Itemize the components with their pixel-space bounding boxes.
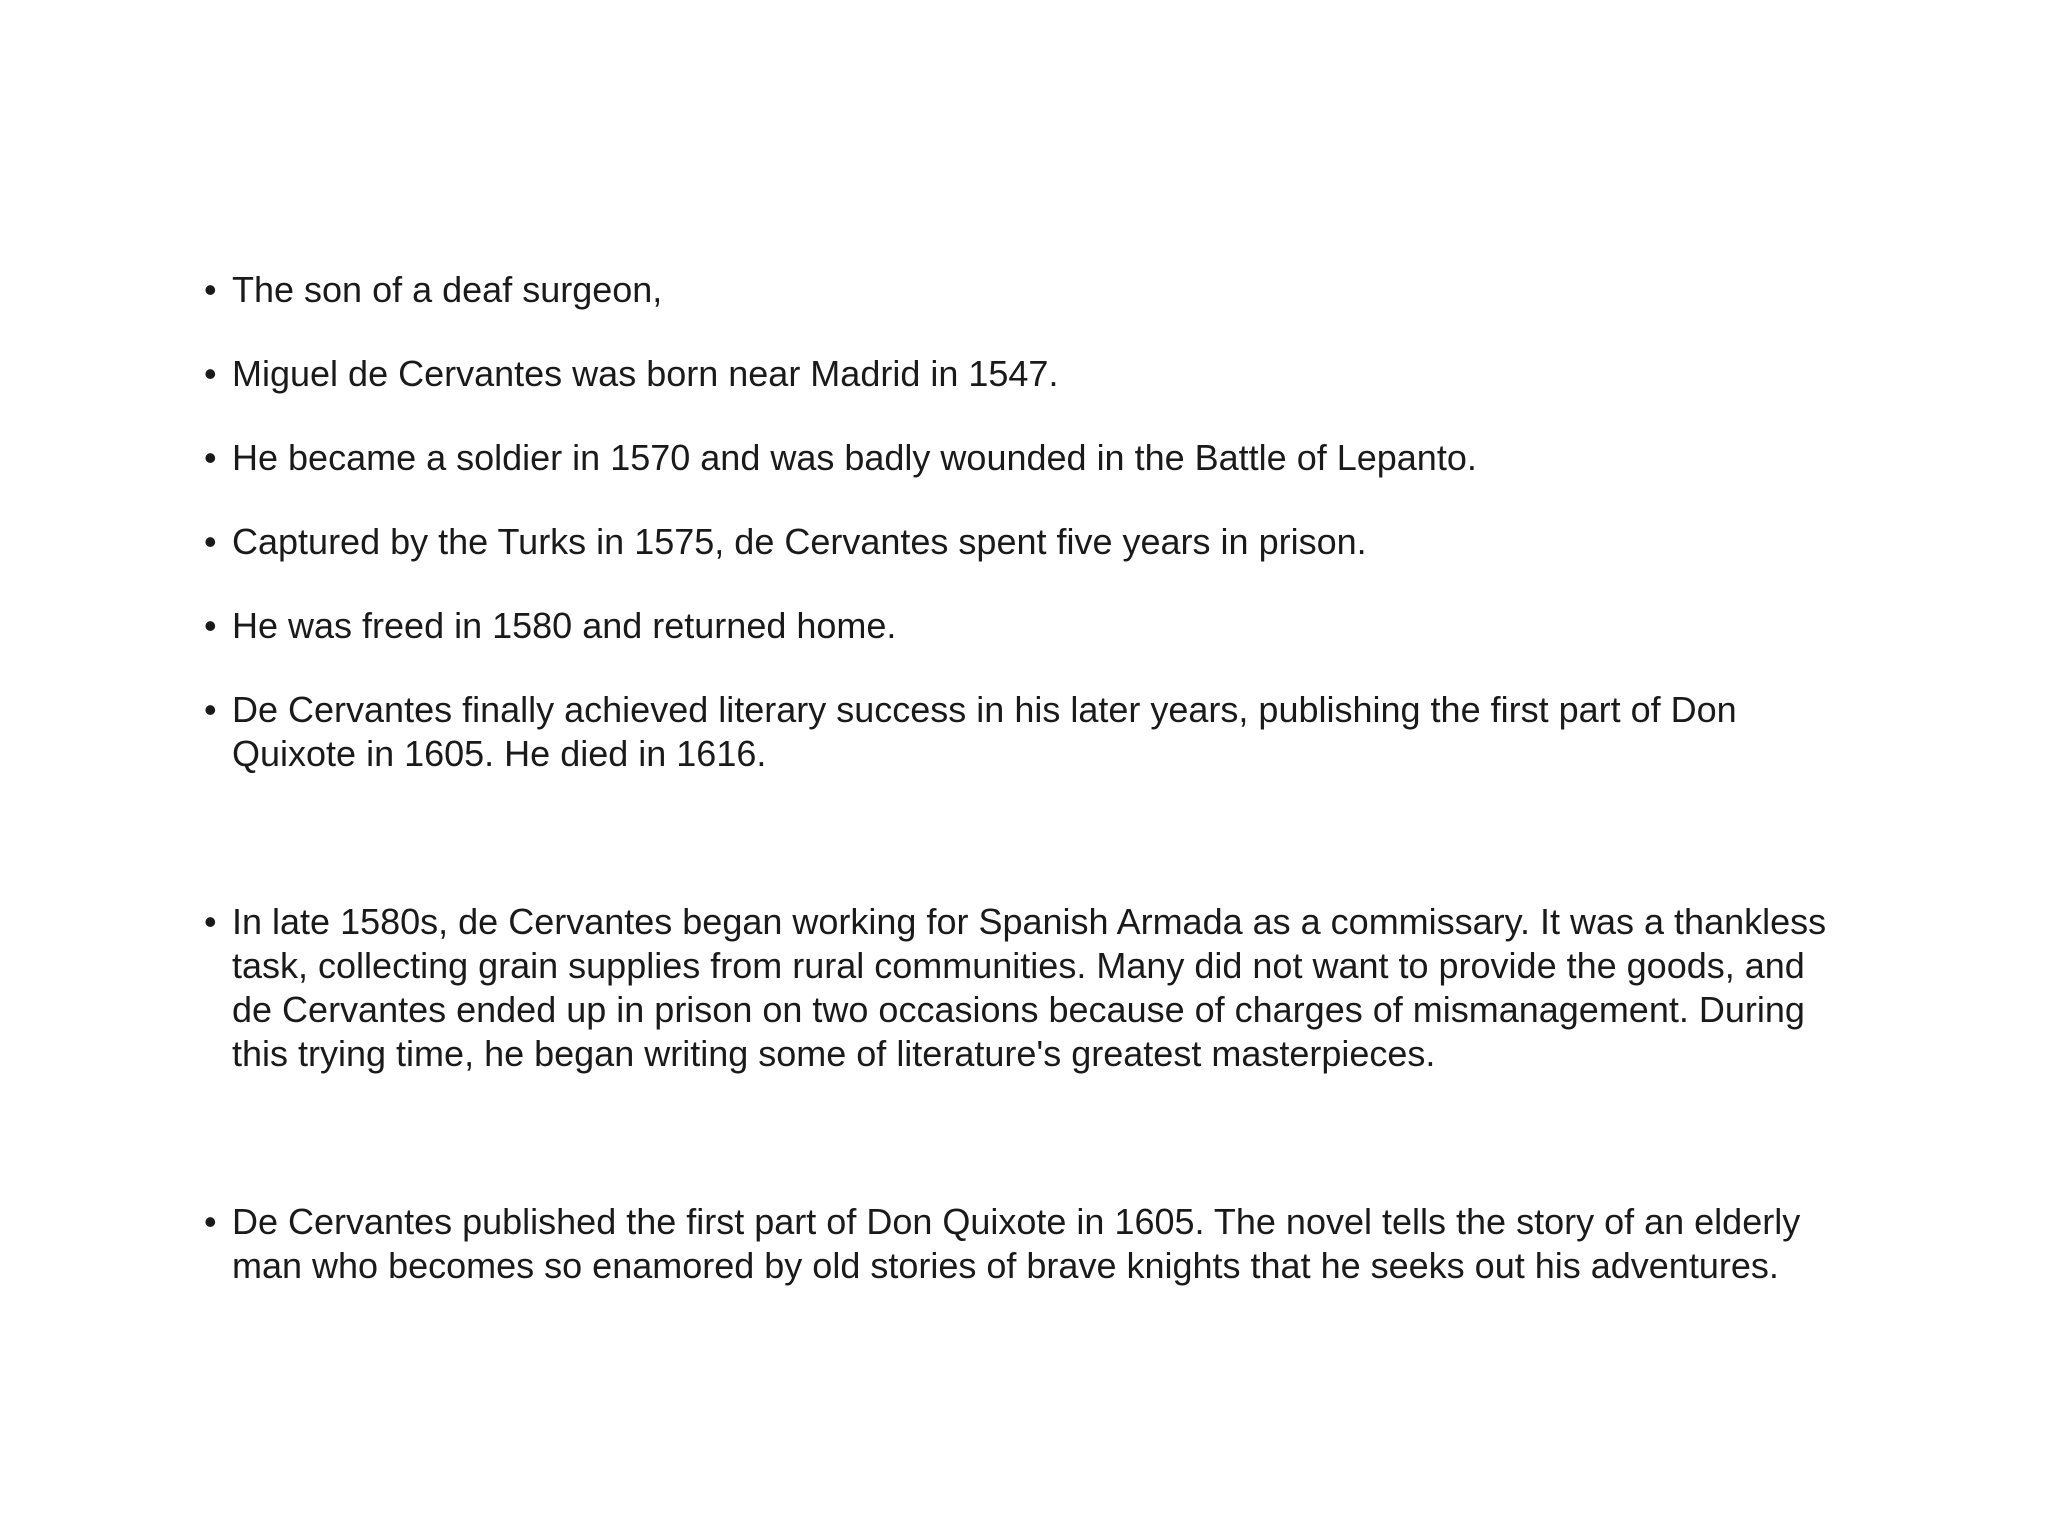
bullet-text: De Cervantes published the first part of Don Quixote in 1605. The novel tells the story of an elderly man who becomes so enamored by old stories of brave knights that he seeks out his adventures. (232, 1201, 1801, 1286)
bullet-dot-icon: • (204, 353, 217, 394)
bullet-text: De Cervantes finally achieved literary success in his later years, publishing the first part of Don Quixote in 1605. He died in 1616. (232, 689, 1737, 774)
bullet-text: The son of a deaf surgeon, (232, 269, 663, 310)
bullet-item (204, 688, 1884, 776)
bullet-item (204, 900, 1884, 1076)
bullet-dot-icon: • (204, 1201, 217, 1242)
bullet-item (204, 604, 1884, 648)
bullet-item (204, 436, 1884, 480)
bullet-text: Captured by the Turks in 1575, de Cervantes spent five years in prison. (232, 521, 1367, 562)
bullet-item (204, 268, 1884, 312)
bullet-dot-icon: • (204, 605, 217, 646)
bullet-item (204, 520, 1884, 564)
bullet-dot-icon: • (204, 521, 217, 562)
bullet-dot-icon: • (204, 689, 217, 730)
bullet-text: In late 1580s, de Cervantes began working for Spanish Armada as a commissary. It was a thankless task, collecting grain supplies from rural communities. Many did not want to provide the goods, and de Cervantes ended up in prison on two occasions because of charges of mismanagement. During this trying time, he began writing some of literature's greatest masterpieces. (232, 901, 1827, 1074)
bullet-text: He was freed in 1580 and returned home. (232, 605, 897, 646)
bullet-text: Miguel de Cervantes was born near Madrid in 1547. (232, 353, 1059, 394)
bullet-dot-icon: • (204, 269, 217, 310)
bullet-dot-icon: • (204, 901, 217, 942)
bullet-item (204, 352, 1884, 396)
bullet-item (204, 1200, 1884, 1288)
bullet-text: He became a soldier in 1570 and was badly wounded in the Battle of Lepanto. (232, 437, 1477, 478)
bullet-dot-icon: • (204, 437, 217, 478)
